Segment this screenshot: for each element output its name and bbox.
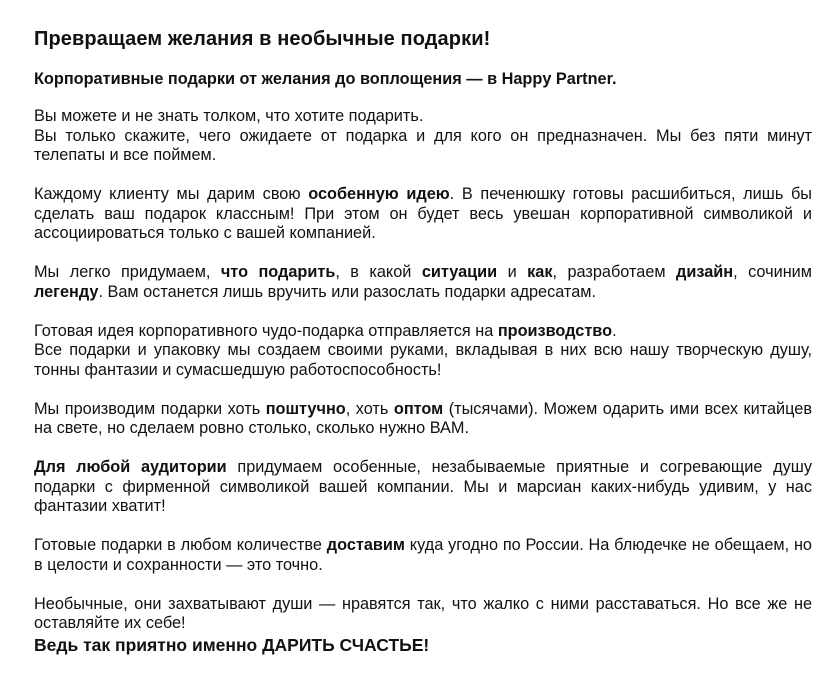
paragraph-5-text-a: Мы производим подарки хоть	[34, 399, 266, 418]
paragraph-4-text-a: Готовая идея корпоративного чудо-подарка отправляется на	[34, 321, 498, 340]
paragraph-4-text-d: Все подарки и упаковку мы создаем своими руками, вкладывая в них всю нашу творческую душу, тонны фантазии и сумасшедшую работоспособность!	[34, 341, 812, 379]
paragraph-3-bold-how: как	[527, 263, 553, 281]
paragraph-5-text-e: (тысячами). Можем одарить ими всех китайцев на свете, но сделаем ровно столько, сколько нужно ВАМ.	[34, 399, 813, 437]
paragraph-3-text-c: , в какой	[335, 263, 422, 281]
paragraph-3-bold-legend: легенду	[34, 282, 99, 301]
paragraph-1-line-2: Вы только скажите, чего ожидаете от подарка и для кого он предназначен. Мы без пяти минут телепаты и все поймем.	[34, 126, 812, 164]
paragraph-2-text-c: . В печенюшку готовы расшибиться, лишь бы сделать ваш подарок классным! При этом он будет весь увешан корпоративной символикой и ассоциироваться только с вашей компанией.	[34, 185, 812, 242]
paragraph-3-text-g: , разработаем	[552, 263, 677, 281]
paragraph-3-bold-design: дизайн	[676, 263, 734, 281]
paragraph-3-text-a: Мы легко придумаем,	[34, 263, 221, 281]
paragraph-3-text-k: . Вам останется лишь вручить или разослать подарки адресатам.	[98, 282, 596, 301]
paragraph-3-bold-situation: ситуации	[421, 263, 498, 281]
paragraph-8-text: Необычные, они захватывают души — нравятся так, что жалко с ними расставаться. Но все же не оставляйте их себе!	[34, 594, 812, 632]
paragraph-4-bold-production: производство	[497, 321, 613, 340]
paragraph-2-text-a: Каждому клиенту мы дарим свою	[34, 185, 309, 203]
paragraph-6-bold-audience: Для любой аудитории	[34, 458, 227, 476]
paragraph-3-bold-what: что подарить	[220, 263, 336, 281]
paragraph-3-text-e: и	[497, 263, 528, 281]
paragraph-1-line-1: Вы можете и не знать толком, что хотите подарить.	[34, 107, 424, 125]
paragraph-4-text-c: .	[612, 321, 617, 340]
paragraph-5-bold-piecewise: поштучно	[265, 399, 346, 418]
page-subtitle: Корпоративные подарки от желания до воплощения — в Happy Partner.	[34, 70, 617, 88]
paragraph-7	[34, 536, 812, 575]
paragraph-4	[34, 322, 812, 381]
paragraph-1	[34, 107, 812, 166]
page-title: Превращаем желания в необычные подарки!	[34, 28, 491, 50]
paragraph-5	[34, 400, 812, 439]
paragraph-2-bold-idea: особенную идею	[308, 185, 450, 203]
paragraph-7-text-a: Готовые подарки в любом количестве	[34, 536, 327, 554]
paragraph-7-text-c: куда угодно по России. На блюдечке не обещаем, но в целости и сохранности — это точно.	[34, 536, 812, 574]
closing-line: Ведь так приятно именно ДАРИТЬ СЧАСТЬЕ!	[34, 635, 430, 655]
paragraph-3-text-i: , сочиним	[733, 263, 812, 281]
paragraph-5-bold-wholesale: оптом	[393, 399, 444, 418]
paragraph-8	[34, 595, 812, 634]
paragraph-2	[34, 185, 812, 244]
paragraph-6	[34, 458, 812, 517]
paragraph-5-text-c: , хоть	[345, 399, 394, 418]
paragraph-7-bold-deliver: доставим	[326, 536, 405, 554]
paragraph-3	[34, 263, 812, 302]
paragraph-6-text-b: придумаем особенные, незабываемые приятные и согревающие душу подарки с фирменной символикой вашей компании. Мы и марсиан каких-нибудь удивим, у нас фантазии хватит!	[34, 458, 812, 515]
